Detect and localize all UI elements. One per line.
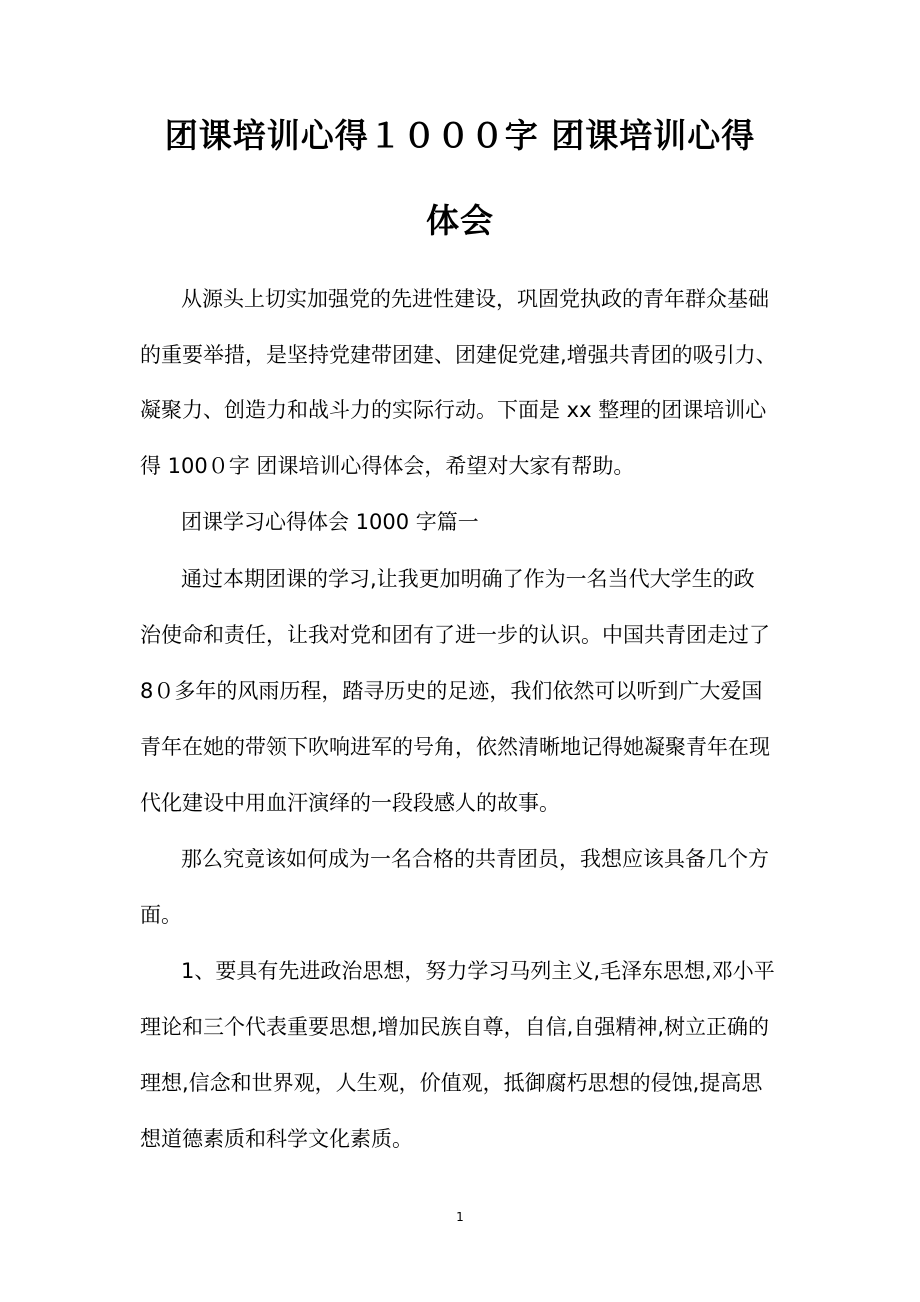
- paragraph-2-line-4: 青年在她的带领下吹响进军的号角，依然清晰地记得她凝聚青年在现: [140, 735, 770, 759]
- paragraph-4-line-1: 1、要具有先进政治思想，努力学习马列主义,毛泽东思想,邓小平: [181, 959, 775, 983]
- paragraph-4-line-4: 想道德素质和科学文化素质。: [140, 1127, 413, 1151]
- paragraph-1-line-1: 从源头上切实加强党的先进性建设，巩固党执政的青年群众基础: [181, 287, 769, 311]
- document-title-line-1: 团课培训心得１０００字 团课培训心得: [164, 116, 756, 155]
- page-number: 1: [456, 1210, 464, 1224]
- paragraph-2-line-1: 通过本期团课的学习,让我更加明确了作为一名当代大学生的政: [181, 567, 755, 591]
- paragraph-2-line-3: 8０多年的风雨历程，踏寻历史的足迹，我们依然可以听到广大爱国: [140, 679, 763, 703]
- paragraph-2-line-5: 代化建设中用血汗演绎的一段段感人的故事。: [140, 791, 560, 815]
- paragraph-3-line-1: 那么究竟该如何成为一名合格的共青团员，我想应该具备几个方: [181, 847, 769, 871]
- paragraph-1-line-4: 得 100０字 团课培训心得体会，希望对大家有帮助。: [140, 454, 635, 478]
- paragraph-3-line-2: 面。: [140, 903, 182, 927]
- paragraph-4-line-2: 理论和三个代表重要思想,增加民族自尊，自信,自强精神,树立正确的: [140, 1015, 770, 1039]
- paragraph-2-line-2: 治使命和责任，让我对党和团有了进一步的认识。中国共青团走过了: [140, 623, 770, 647]
- section-heading: 团课学习心得体会 1000 字篇一: [181, 510, 479, 534]
- paragraph-1-line-2: 的重要举措，是坚持党建带团建、团建促党建,增强共青团的吸引力、: [140, 343, 777, 367]
- paragraph-1-line-3: 凝聚力、创造力和战斗力的实际行动。下面是 xx 整理的团课培训心: [140, 398, 767, 422]
- paragraph-4-line-3: 理想,信念和世界观，人生观，价值观，抵御腐朽思想的侵蚀,提高思: [140, 1071, 763, 1095]
- document-title-line-2: 体会: [426, 201, 494, 240]
